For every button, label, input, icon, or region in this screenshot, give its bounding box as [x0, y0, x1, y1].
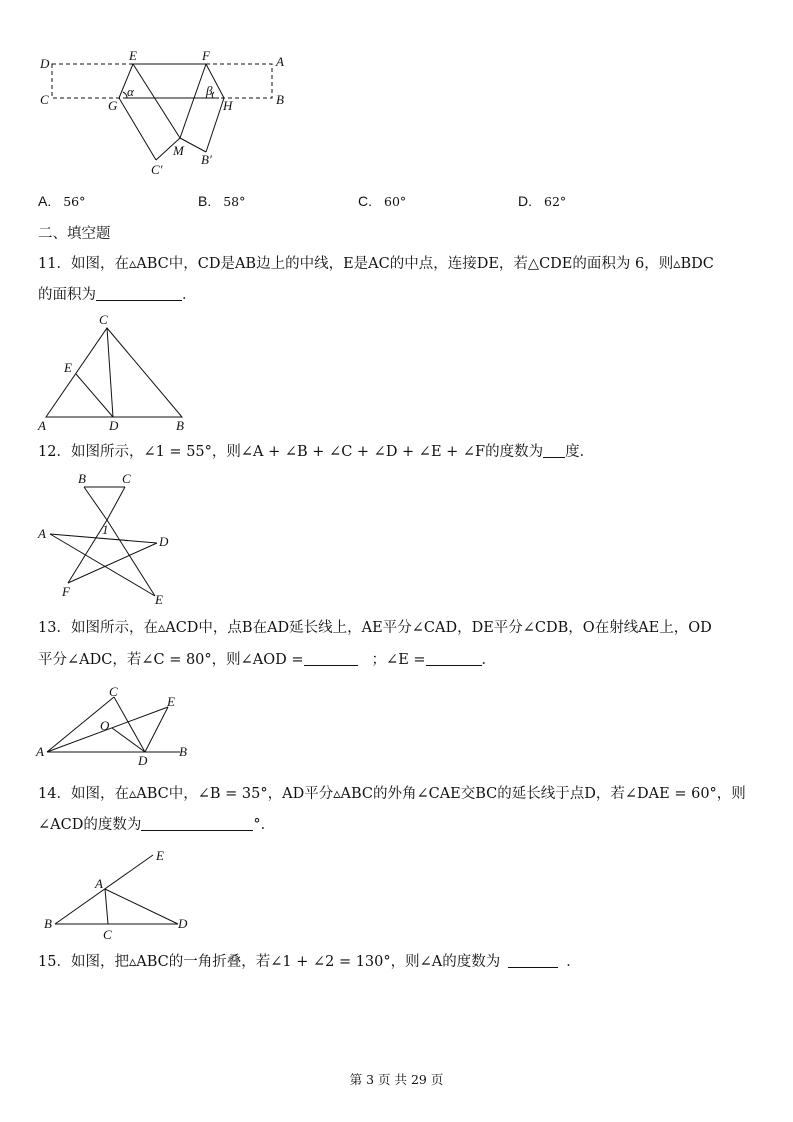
- q14-line2-prefix: ∠ACD的度数为: [38, 817, 142, 833]
- label-d: D: [109, 418, 119, 433]
- label-a: A: [38, 526, 46, 541]
- q12-text: [38, 442, 594, 462]
- q14-line2: [38, 815, 275, 835]
- label-c: C: [99, 312, 108, 327]
- page-footer: 第 3 页 共 29 页: [349, 1072, 444, 1087]
- q14-line1: 14．如图，在▵ABC中，∠B = 35°，AD平分▵ABC的外角∠CAE交BC的延长线于点D，若∠DAE = 60°，则: [38, 786, 746, 802]
- label-alpha: α: [127, 84, 134, 99]
- label-o: O: [100, 718, 110, 733]
- label-b: B: [44, 916, 52, 931]
- option-c-label: C.: [358, 193, 372, 209]
- figure-q13: [30, 680, 200, 770]
- label-d: D: [159, 534, 169, 549]
- q11-answer-blank[interactable]: [96, 285, 182, 301]
- q11-line2-suffix: ．: [182, 287, 197, 303]
- label-a: A: [276, 54, 284, 69]
- q15-prefix: 15．如图，把▵ABC的一角折叠，若∠1 + ∠2 = 130°，则∠A的度数为: [38, 954, 501, 970]
- option-b-label: B.: [198, 193, 212, 209]
- label-e: E: [64, 360, 72, 375]
- label-one: 1: [102, 522, 109, 537]
- segment-fd: [68, 543, 157, 583]
- q14-line2-suffix: °．: [253, 817, 276, 833]
- segment-cd: [107, 328, 113, 417]
- segment-od: [112, 728, 145, 752]
- label-c: C: [122, 471, 131, 486]
- q11-line1: 11．如图，在▵ABC中，CD是AB边上的中线，E是AC的中点，连接DE，若△CDE的面积为 6，则▵BDC: [38, 256, 714, 272]
- segment-ad: [105, 889, 178, 924]
- q11-line2-prefix: 的面积为: [38, 287, 96, 303]
- label-c: C: [40, 92, 49, 107]
- figure-q12: [30, 468, 180, 608]
- q13-answer-blank-e[interactable]: [426, 650, 482, 666]
- segment-be: [55, 855, 153, 924]
- label-a: A: [38, 418, 46, 433]
- option-a: [38, 193, 85, 210]
- q13-answer-blank-aod[interactable]: [304, 650, 358, 666]
- q12-prefix: 12．如图所示，∠1 = 55°，则∠A + ∠B + ∠C + ∠D + ∠E + ∠F的度数为: [38, 444, 544, 460]
- label-e: E: [167, 694, 175, 709]
- q15-text: [38, 952, 581, 972]
- label-e: E: [129, 48, 137, 63]
- label-b: B: [179, 744, 187, 759]
- section-title: 二、填空题: [38, 226, 111, 242]
- label-beta: β: [206, 83, 213, 98]
- label-e: E: [155, 592, 163, 607]
- label-m: M: [173, 143, 184, 158]
- q11-line2: [38, 285, 197, 305]
- label-e: E: [156, 848, 164, 863]
- q13-line2-a: 平分∠ADC，若∠C = 80°，则∠AOD =: [38, 652, 304, 668]
- segment-cd: [114, 697, 145, 752]
- label-h: H: [223, 98, 233, 113]
- q13-line2-c: ．: [481, 652, 497, 668]
- segment-c-cross: [107, 487, 125, 520]
- label-d: D: [40, 56, 50, 71]
- option-c: [358, 193, 406, 210]
- option-c-value: 60°: [384, 194, 407, 209]
- option-d-label: D.: [518, 193, 532, 209]
- segment-fm: [180, 64, 206, 138]
- option-d: [518, 193, 566, 210]
- option-a-value: 56°: [63, 194, 86, 209]
- segment-ed: [76, 374, 113, 417]
- q13-line2: [38, 650, 496, 670]
- label-c: C: [109, 684, 118, 699]
- segment-to-e: [107, 520, 155, 596]
- q12-suffix: 度．: [565, 444, 595, 460]
- label-f: F: [202, 48, 210, 63]
- figure-q11: [30, 308, 200, 436]
- segment-ac: [105, 889, 108, 924]
- figure-q14: [30, 842, 200, 942]
- figure-q10: [30, 40, 300, 185]
- option-d-value: 62°: [544, 194, 567, 209]
- segment-hb: [206, 98, 224, 152]
- q15-suffix: ．: [566, 954, 581, 970]
- q14-answer-blank[interactable]: [141, 815, 253, 831]
- segment-em: [133, 64, 180, 138]
- label-b: B: [276, 92, 284, 107]
- label-b: B: [176, 418, 184, 433]
- q13-line2-b: ；∠E =: [371, 652, 426, 668]
- option-a-label: A.: [38, 193, 52, 209]
- dashed-strip: [52, 64, 272, 98]
- q12-answer-blank[interactable]: [543, 442, 565, 458]
- label-c-prime: C′: [151, 162, 163, 177]
- label-d: D: [138, 753, 148, 768]
- label-d: D: [178, 916, 188, 931]
- segment-gc: [119, 98, 156, 160]
- option-b-value: 58°: [223, 194, 246, 209]
- q13-line1: 13．如图所示，在▵ACD中，点B在AD延长线上，AE平分∠CAD，DE平分∠CDB，O在射线AE上，OD: [38, 620, 712, 636]
- label-a: A: [95, 876, 103, 891]
- label-f: F: [62, 584, 70, 599]
- segment-mb: [180, 138, 206, 152]
- q15-answer-blank[interactable]: [508, 952, 558, 968]
- segment-b-cross: [84, 487, 107, 520]
- label-c: C: [103, 927, 112, 942]
- label-a: A: [36, 744, 44, 759]
- label-b-prime: B′: [201, 152, 212, 167]
- label-g: G: [108, 98, 118, 113]
- option-b: [198, 193, 245, 210]
- label-b: B: [78, 471, 86, 486]
